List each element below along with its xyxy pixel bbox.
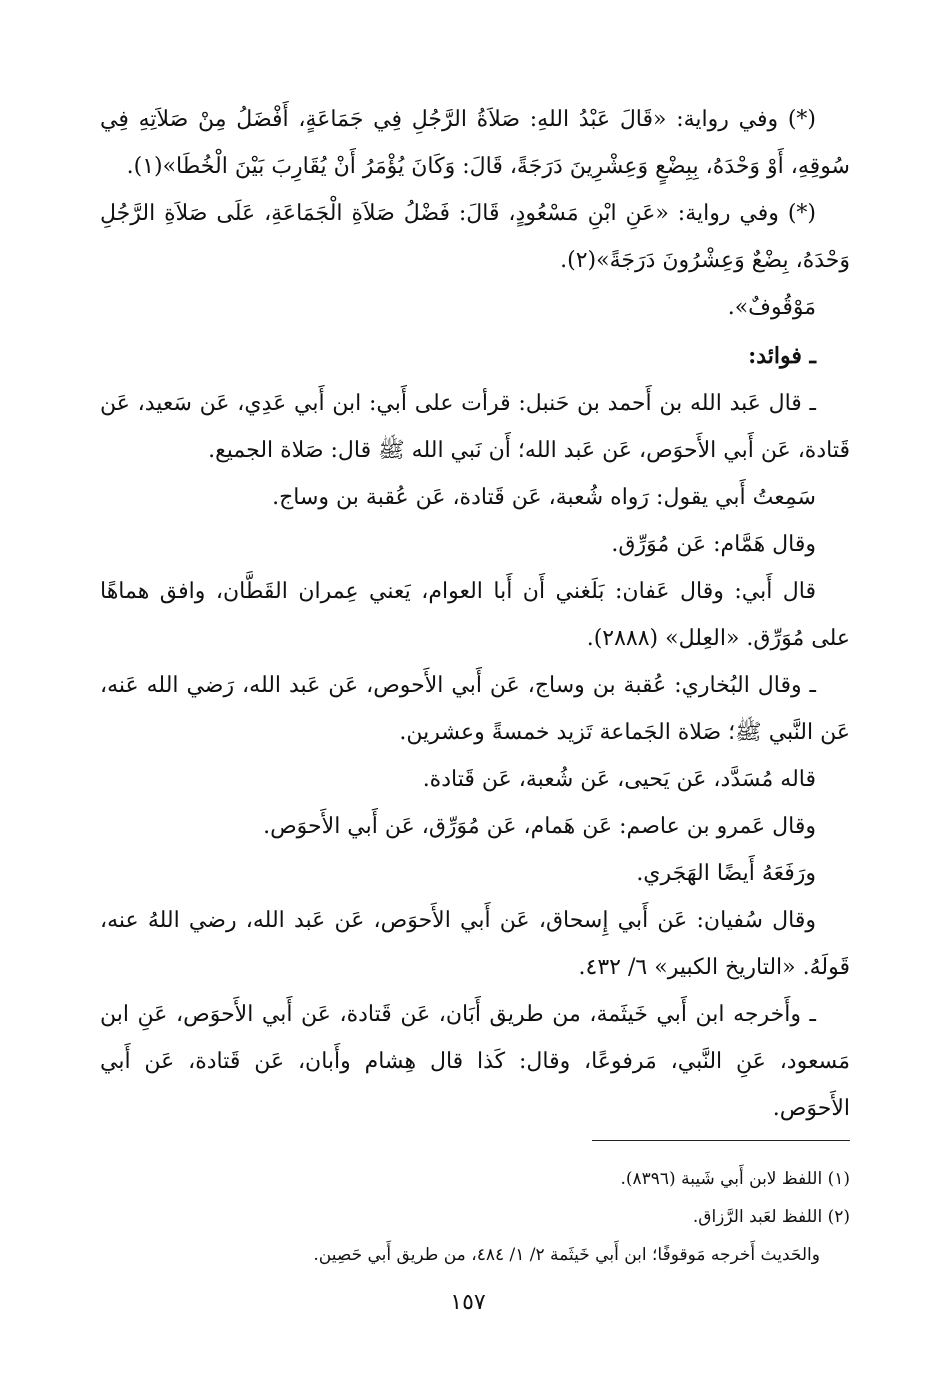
paragraph-musaddad: قاله مُسَدَّد، عَن يَحيى، عَن شُعبة، عَن قَتادة.	[422, 767, 816, 792]
paragraph-hajari: ورَفَعَهُ أَيضًا الهَجَري.	[636, 861, 816, 886]
paragraph-narration-1: (*) وفي رواية: «قَالَ عَبْدُ اللهِ: صَلاَةُ الرَّجُلِ فِي جَمَاعَةٍ، أَفْضَلُ مِنْ صَلاَتِهِ فِي سُوقِهِ، أَوْ وَحْدَهُ، بِبِضْعٍ وَعِشْرِينَ دَرَجَةً، قَالَ: وَكَانَ يُؤْمَرُ أَنْ يُقَارِبَ بَيْنَ الْخُطَا»(١).	[100, 107, 850, 179]
footnote-2-continuation: والحَديث أَخرجه مَوقوفًا؛ ابن أَبي خَيثَمة ٢/ ١/ ٤٨٤، من طريق أَبي حَصِين.	[313, 1245, 820, 1265]
footnote-divider	[592, 1140, 850, 1141]
footnotes	[110, 1160, 850, 1274]
section-heading-fawaid: ـ فوائد:	[748, 343, 816, 369]
paragraph-shuba: سَمِعتُ أَبي يقول: رَواه شُعبة، عَن قَتادة، عَن عُقبة بن وساج.	[272, 485, 816, 510]
paragraph-amr: وقال عَمرو بن عاصم: عَن هَمام، عَن مُوَرِّق، عَن أَبي الأَحوَص.	[263, 814, 816, 839]
main-text	[100, 96, 850, 1132]
paragraph-mawquf: مَوْقُوفٌ».	[727, 295, 816, 320]
paragraph-khaythama: ـ وأَخرجه ابن أَبي خَيثَمة، من طريق أَبَان، عَن قَتادة، عَن أَبي الأَحوَص، عَنِ ابن مَسعود، عَنِ النَّبي، مَرفوعًا، وقال: كَذا قال هِشام وأَبان، عَن قَتادة، عَن أَبي الأَحوَص.	[100, 1002, 850, 1121]
paragraph-bukhari: ـ وقال البُخاري: عُقبة بن وساج، عَن أَبي الأَحوص، عَن عَبد الله، رَضي الله عَنه، عَن النَّبي ﷺ؛ صَلاة الجَماعة تَزيد خمسةً وعشرين.	[100, 673, 850, 745]
paragraph-ahmad: ـ قال عَبد الله بن أَحمد بن حَنبل: قرأت على أَبي: ابن أَبي عَدِي، عَن سَعيد، عَن قَتادة، عَن أَبي الأَحوَص، عَن عَبد الله؛ أَن نَبي الله ﷺ قال: صَلاة الجميع.	[100, 391, 850, 463]
page-number: ١٥٧	[450, 1290, 486, 1315]
paragraph-affan: قال أَبي: وقال عَفان: بَلَغني أَن أَبا العوام، يَعني عِمران القَطَّان، وافق هماهًا على مُوَرِّق. «العِلل» (٢٨٨٨).	[100, 579, 850, 651]
paragraph-hammam: وقال هَمَّام: عَن مُوَرِّق.	[611, 532, 816, 557]
footnote-2: (٢) اللفظ لعَبد الرَّزاق.	[692, 1207, 850, 1227]
paragraph-narration-2: (*) وفي رواية: «عَنِ ابْنِ مَسْعُودٍ، قَالَ: فَضْلُ صَلاَةِ الْجَمَاعَةِ، عَلَى صَلاَةِ الرَّجُلِ وَحْدَهُ، بِضْعٌ وَعِشْرُونَ دَرَجَةً»(٢).	[100, 201, 850, 273]
paragraph-sufyan: وقال سُفيان: عَن أَبي إِسحاق، عَن أَبي الأَحوَص، عَن عَبد الله، رضي اللهُ عنه، قَولَهُ. «التاريخ الكبير» ٦/ ٤٣٢.	[100, 908, 850, 980]
footnote-1: (١) اللفظ لابن أَبي شَيبة (٨٣٩٦).	[620, 1169, 850, 1189]
